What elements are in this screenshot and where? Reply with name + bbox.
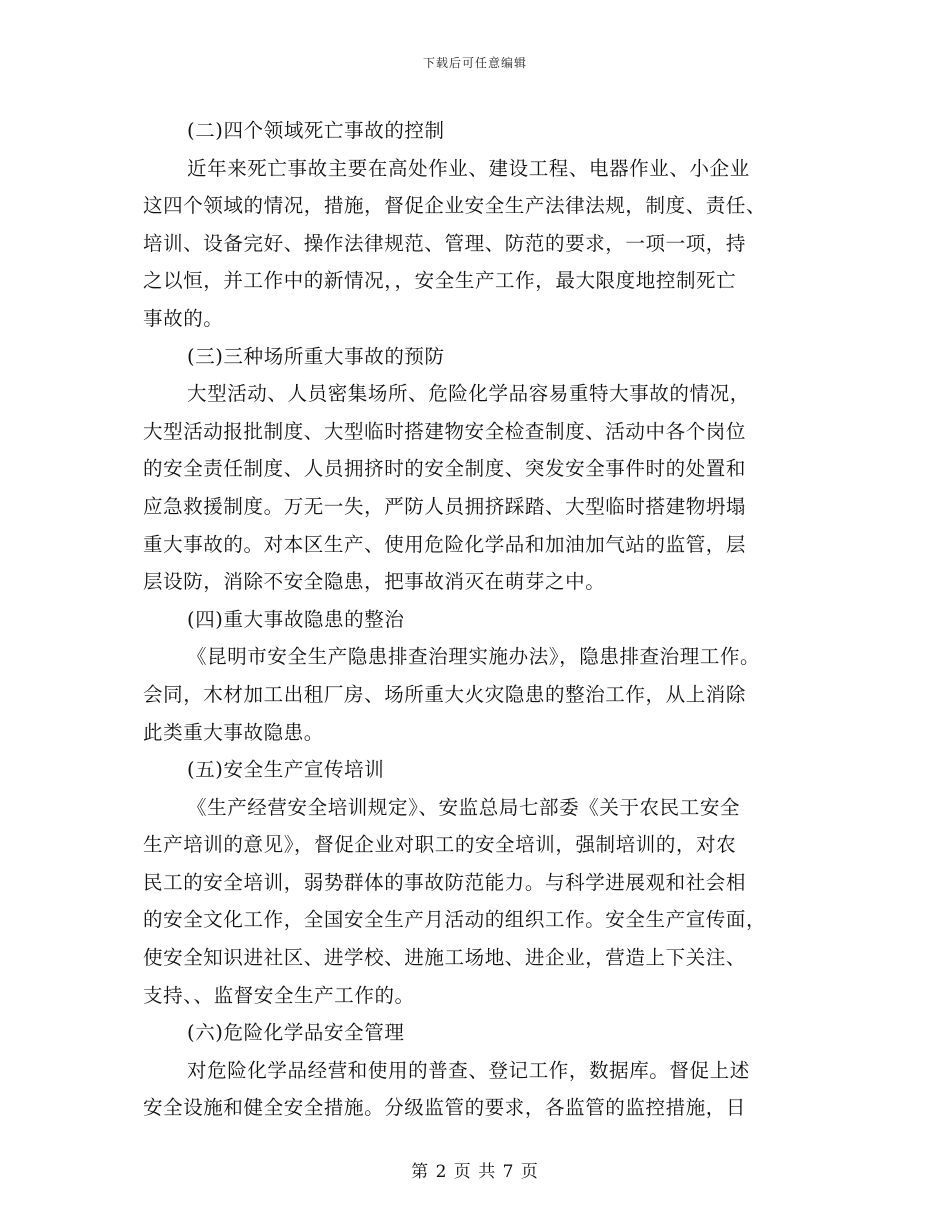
document-body: [143, 112, 808, 1127]
paragraph-line: 大型活动报批制度、大型临时搭建物安全检查制度、活动中各个岗位: [143, 419, 747, 443]
paragraph-line: 会同，木材加工出租厂房、场所重大火灾隐患的整治工作，从上消除: [143, 682, 747, 706]
paragraph-line: 事故的。: [143, 306, 224, 330]
paragraph-line: 层设防，消除不安全隐患，把事故消灭在萌芽之中。: [143, 570, 606, 594]
section-heading: (五)安全生产宣传培训: [187, 758, 385, 782]
paragraph-line: 《昆明市安全生产隐患排查治理实施办法》，隐患排查治理工作。: [187, 645, 761, 669]
paragraph-line: 的安全文化工作，全国安全生产月活动的组织工作。安全生产宣传面，: [143, 908, 767, 932]
paragraph-line: 应急救援制度。万无一失，严防人员拥挤踩踏、大型临时搭建物坍塌: [143, 494, 747, 518]
paragraph-line: 此类重大事故隐患。: [143, 720, 324, 744]
paragraph-line: 支持、、监督安全生产工作的。: [143, 983, 415, 1007]
section-heading: (二)四个领域死亡事故的控制: [187, 119, 445, 142]
paragraph-line: 近年来死亡事故主要在高处作业、建设工程、电器作业、小企业: [187, 156, 750, 180]
paragraph-line: 民工的安全培训，弱势群体的事故防范能力。与科学进展观和社会相: [143, 870, 747, 894]
page-number-indicator: 第 2 页 共 7 页: [411, 1162, 539, 1182]
paragraph-line: 重大事故的。对本区生产、使用危险化学品和加油加气站的监管，层: [143, 532, 747, 556]
paragraph-line: 这四个领域的情况，措施，督促企业安全生产法律法规，制度、责任、: [143, 194, 767, 218]
paragraph-line: 培训、设备完好、操作法律规范、管理、防范的要求，一项一项，持: [143, 231, 747, 255]
paragraph-line: 之以恒，并工作中的新情况，，安全生产工作，最大限度地控制死亡: [143, 269, 737, 293]
paragraph-line: 对危险化学品经营和使用的普查、登记工作，数据库。督促上述: [187, 1058, 750, 1082]
paragraph-line: 安全设施和健全安全措施。分级监管的要求，各监管的监控措施，日: [143, 1096, 747, 1120]
paragraph-line: 的安全责任制度、人员拥挤时的安全制度、突发安全事件时的处置和: [143, 457, 747, 481]
paragraph-line: 使安全知识进社区、进学校、进施工场地、进企业，营造上下关注、: [143, 946, 747, 970]
section-heading: (三)三种场所重大事故的预防: [187, 344, 445, 368]
section-heading: (六)危险化学品安全管理: [187, 1021, 405, 1045]
paragraph-line: 生产培训的意见》，督促企业对职工的安全培训，强制培训的，对农: [143, 833, 737, 857]
paragraph-line: 大型活动、人员密集场所、危险化学品容易重特大事故的情况，: [187, 382, 750, 406]
paragraph-line: 《生产经营安全培训规定》、安监总局七部委《关于农民工安全: [187, 795, 741, 819]
page-header-note: 下载后可任意编辑: [422, 56, 527, 70]
section-heading: (四)重大事故隐患的整治: [187, 607, 405, 631]
